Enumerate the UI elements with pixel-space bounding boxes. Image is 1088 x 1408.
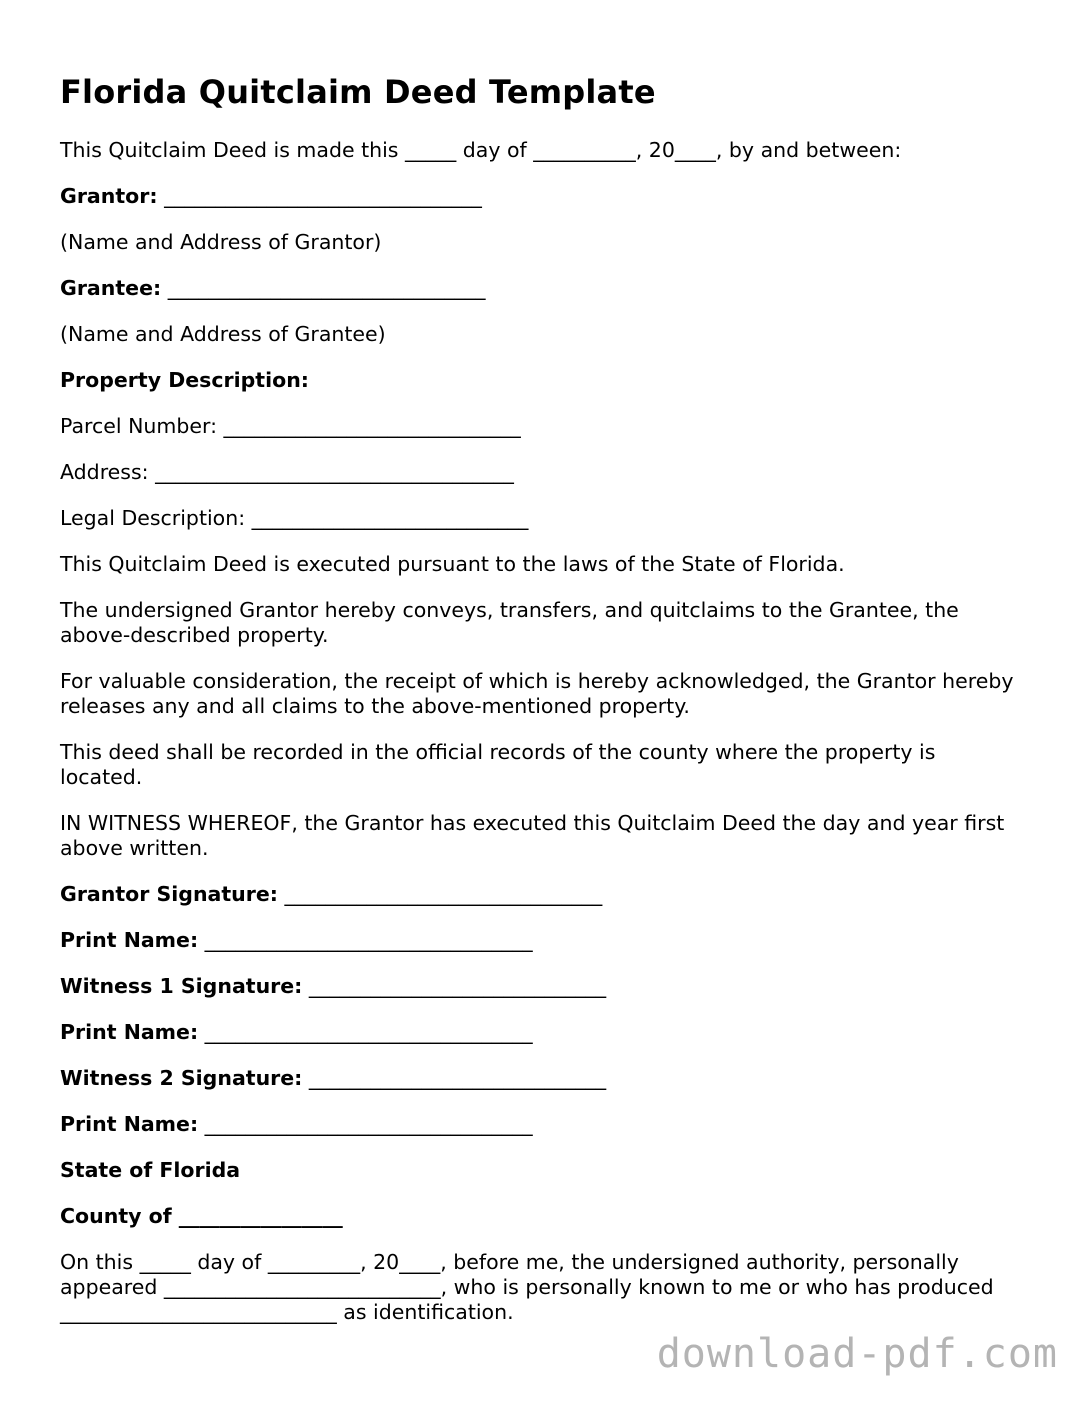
grantee-line [60, 276, 1020, 301]
signature-blank: ________________________________ [198, 928, 533, 952]
paragraph-witness-whereof: IN WITNESS WHEREOF, the Grantor has executed this Quitclaim Deed the day and year first above written. [60, 811, 1011, 860]
grantee-label: Grantee: [60, 276, 162, 300]
address-line: Address: ___________________________________ [60, 460, 514, 484]
notary-acknowledgment: On this _____ day of _________, 20____, before me, the undersigned authority, personally appeared ___________________________, who is personally known to me or who has produced ___________________________ as identification. [60, 1250, 1001, 1324]
signature-blank: _____________________________ [302, 974, 607, 998]
notary-county-blank: ________________ [171, 1204, 343, 1228]
witness-2-print-name-line [60, 1112, 1020, 1137]
document-title: Florida Quitclaim Deed Template [60, 73, 656, 111]
legal-description-line: Legal Description: ___________________________ [60, 506, 529, 530]
signature-label: Grantor Signature: [60, 882, 278, 906]
grantor-blank: _______________________________ [157, 184, 482, 208]
paragraph-laws: This Quitclaim Deed is executed pursuant to the laws of the State of Florida. [60, 552, 845, 576]
signature-label: Witness 1 Signature: [60, 974, 303, 998]
witness-2-signature-line [60, 1066, 1020, 1091]
grantee-note: (Name and Address of Grantee) [60, 322, 386, 346]
paragraph-consideration: For valuable consideration, the receipt of which is hereby acknowledged, the Grantor hereby releases any and all claims to the above-mentioned property. [60, 669, 1021, 718]
notary-state-line [60, 1158, 1020, 1183]
intro-paragraph: This Quitclaim Deed is made this _____ day of __________, 20____, by and between: [60, 138, 902, 162]
signature-blank: ________________________________ [198, 1112, 533, 1136]
notary-county-line [60, 1204, 1020, 1229]
signature-blank: ________________________________ [198, 1020, 533, 1044]
grantor-signature-line [60, 882, 1020, 907]
parcel-number-line: Parcel Number: _____________________________ [60, 414, 521, 438]
signature-label: Print Name: [60, 928, 199, 952]
grantor-print-name-line [60, 928, 1020, 953]
signature-blank: _____________________________ [302, 1066, 607, 1090]
signature-label: Print Name: [60, 1020, 199, 1044]
watermark: download-pdf.com [656, 1331, 1058, 1377]
document [60, 72, 1020, 1346]
signature-blank: _______________________________ [278, 882, 603, 906]
property-heading [60, 368, 1020, 393]
grantor-label: Grantor: [60, 184, 158, 208]
witness-1-signature-line [60, 974, 1020, 999]
signature-label: Witness 2 Signature: [60, 1066, 303, 1090]
paragraph-recording: This deed shall be recorded in the official records of the county where the property is located. [60, 740, 942, 789]
notary-county-label: County of [60, 1204, 172, 1228]
grantor-line [60, 184, 1020, 209]
grantee-blank: _______________________________ [161, 276, 486, 300]
signature-label: Print Name: [60, 1112, 199, 1136]
paragraph-conveyance: The undersigned Grantor hereby conveys, transfers, and quitclaims to the Grantee, the above-described property. [60, 598, 966, 647]
grantor-note: (Name and Address of Grantor) [60, 230, 382, 254]
notary-state: State of Florida [60, 1158, 241, 1182]
witness-1-print-name-line [60, 1020, 1020, 1045]
property-heading-text: Property Description: [60, 368, 309, 392]
